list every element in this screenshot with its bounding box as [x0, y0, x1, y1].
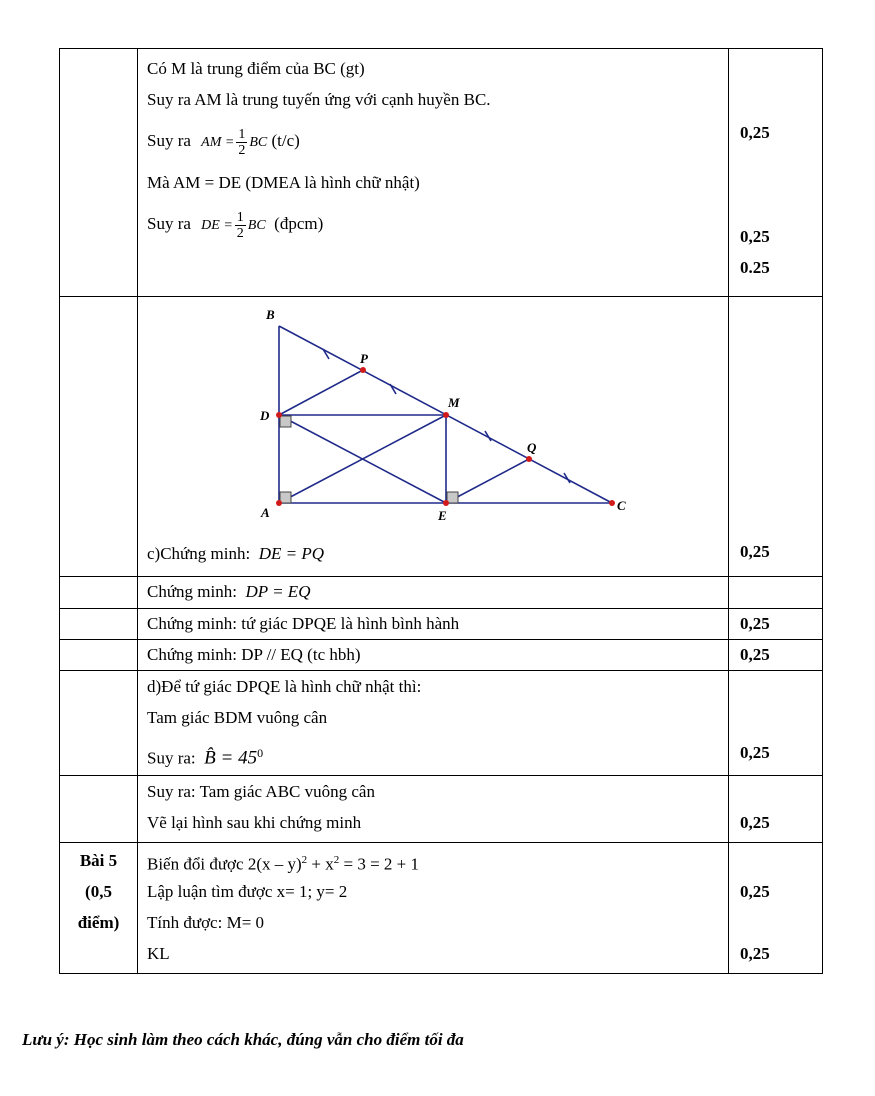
score-cell: 0,25 [729, 297, 823, 577]
table-row: d)Để tứ giác DPQE là hình chữ nhật thì: Tam giác BDM vuông cân Suy ra: B̂ = $45^0$ 0,25 [60, 671, 823, 776]
label-e: E [438, 508, 447, 523]
point-c [609, 500, 615, 506]
geometry-figure [138, 297, 728, 537]
grading-table [59, 48, 823, 974]
point-m [443, 412, 449, 418]
table-row: Chứng minh: DP // EQ (tc hbh) 0,25 [60, 640, 823, 671]
segment-dp [279, 370, 363, 415]
tick-mark [390, 384, 396, 394]
table-row [60, 297, 823, 577]
table-row: Suy ra: Tam giác ABC vuông cân Vẽ lại hình sau khi chứng minh 0,25 [60, 776, 823, 843]
score-cell: 0,25 0,25 0.25 [729, 49, 823, 297]
right-angle-mark [447, 492, 458, 503]
question-label-cell: Bài 5 (0,5 điểm) [60, 843, 138, 974]
figure-cell: B P D M Q A E C c)Chứng minh: DE = PQ [138, 297, 729, 577]
right-angle-mark [280, 416, 291, 427]
point-a [276, 500, 282, 506]
point-d [276, 412, 282, 418]
right-angle-mark [280, 492, 291, 503]
label-q: Q [527, 440, 537, 455]
label-b: B [266, 307, 275, 322]
table-row: Chứng minh: tứ giác DPQE là hình bình hành 0,25 [60, 609, 823, 640]
table-row: Chứng minh: DP = EQ [60, 577, 823, 609]
label-a: A [261, 505, 270, 520]
label-p: P [360, 351, 368, 366]
label-d: D [260, 408, 270, 423]
fraction-half: $\frac{1}{2}$ [236, 209, 244, 241]
point-e [443, 500, 449, 506]
answer-cell: Có M là trung điểm của BC (gt) Suy ra AM là trung tuyến ứng với cạnh huyền BC. Suy ra AM = $\frac{1}{2}$ BC (t/c) Mà AM = DE (DMEA là hình chữ nhật) Suy ra DE = $\frac{1}{2}$ BC (đpcm) [138, 49, 729, 297]
label-m: M [448, 395, 460, 410]
table-row: Bài 5 (0,5 điểm) Biến đổi được $2(x - y)^2 + x^2 = 3 = 2 + 1$ Lập luận tìm được x= 1; y= 2 Tính được: M= 0 KL 0,25 0,25 [60, 843, 823, 974]
footer-note: Lưu ý: Học sinh làm theo cách khác, đúng vẫn cho điểm tối đa [22, 1030, 464, 1049]
point-p [360, 367, 366, 373]
table-row [60, 49, 823, 297]
label-c: C [617, 498, 626, 513]
fraction-half: $\frac{1}{2}$ [238, 126, 246, 158]
point-q [526, 456, 532, 462]
